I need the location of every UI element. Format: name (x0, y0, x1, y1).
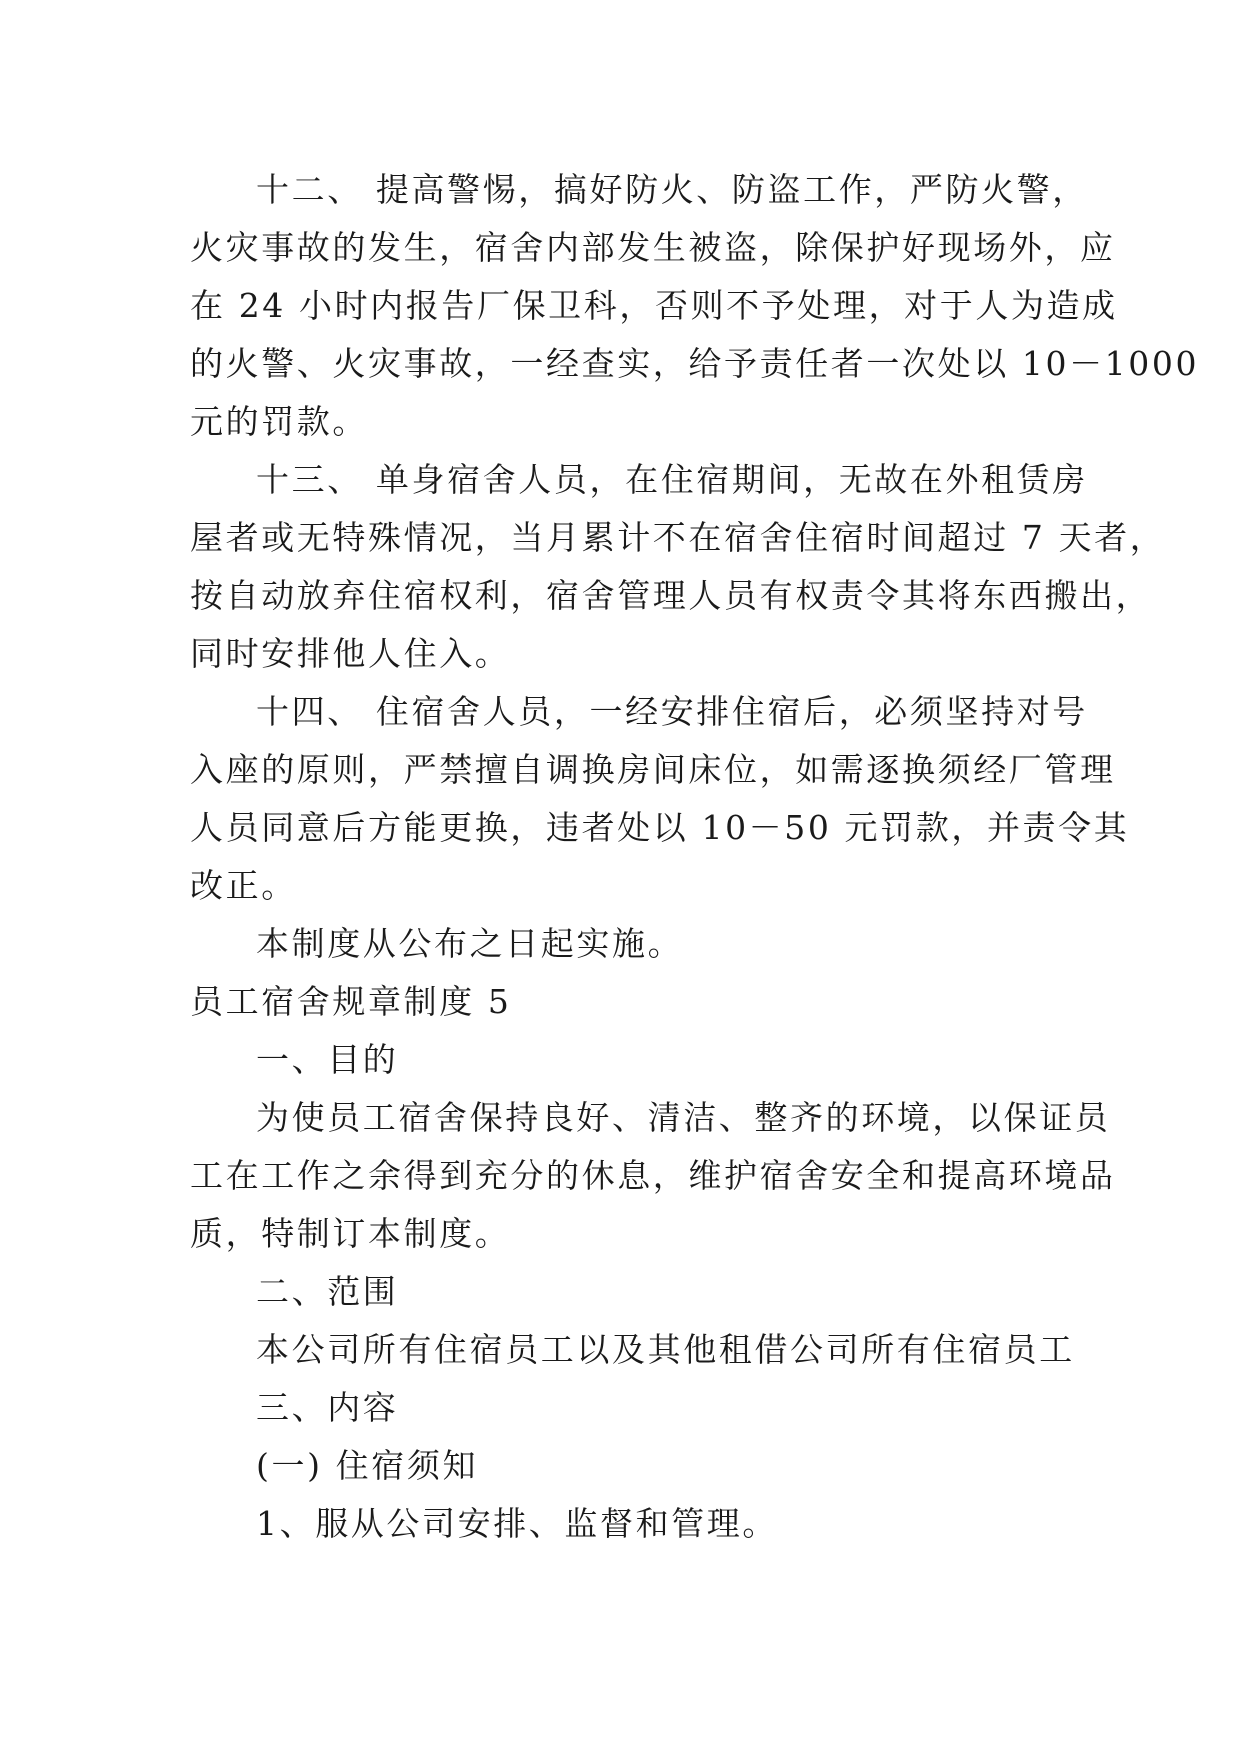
clause-14-line-3: 人员同意后方能更换，违者处以 10－50 元罚款，并责令其 (190, 808, 1130, 847)
heading-content: 三、内容 (256, 1388, 399, 1427)
purpose-line-3: 质，特制订本制度。 (190, 1214, 511, 1253)
heading-scope: 二、范围 (256, 1272, 399, 1311)
clause-12-line-5: 元的罚款。 (190, 402, 368, 441)
scope-text: 本公司所有住宿员工以及其他租借公司所有住宿员工 (256, 1330, 1075, 1369)
clause-13-line-1: 十三、 单身宿舍人员，在住宿期间，无故在外租赁房 (256, 460, 1088, 499)
purpose-line-1: 为使员工宿舍保持良好、清洁、整齐的环境，以保证员 (256, 1098, 1111, 1137)
clause-13-line-3: 按自动放弃住宿权利，宿舍管理人员有权责令其将东西搬出， (190, 576, 1152, 615)
clause-12-line-1: 十二、 提高警惕，搞好防火、防盗工作，严防火警， (256, 170, 1088, 209)
heading-purpose: 一、目的 (256, 1040, 399, 1079)
subheading-accommodation-notice: (一) 住宿须知 (256, 1446, 479, 1485)
clause-14-line-2: 入座的原则，严禁擅自调换房间床位，如需逐换须经厂管理 (190, 750, 1116, 789)
effective-statement: 本制度从公布之日起实施。 (256, 924, 684, 963)
clause-12-line-2: 火灾事故的发生，宿舍内部发生被盗，除保护好现场外，应 (190, 228, 1116, 267)
clause-12-line-3: 在 24 小时内报告厂保卫科，否则不予处理，对于人为造成 (190, 286, 1118, 325)
clause-12-line-4: 的火警、火灾事故，一经查实，给予责任者一次处以 10－1000 (190, 344, 1200, 383)
notice-item-1: 1、服从公司安排、监督和管理。 (256, 1504, 778, 1543)
section-title: 员工宿舍规章制度 5 (190, 982, 512, 1021)
clause-14-line-4: 改正。 (190, 866, 297, 905)
clause-14-line-1: 十四、 住宿舍人员，一经安排住宿后，必须坚持对号 (256, 692, 1088, 731)
clause-13-line-2: 屋者或无特殊情况，当月累计不在宿舍住宿时间超过 7 天者， (190, 518, 1166, 557)
purpose-line-2: 工在工作之余得到充分的休息，维护宿舍安全和提高环境品 (190, 1156, 1116, 1195)
clause-13-line-4: 同时安排他人住入。 (190, 634, 511, 673)
